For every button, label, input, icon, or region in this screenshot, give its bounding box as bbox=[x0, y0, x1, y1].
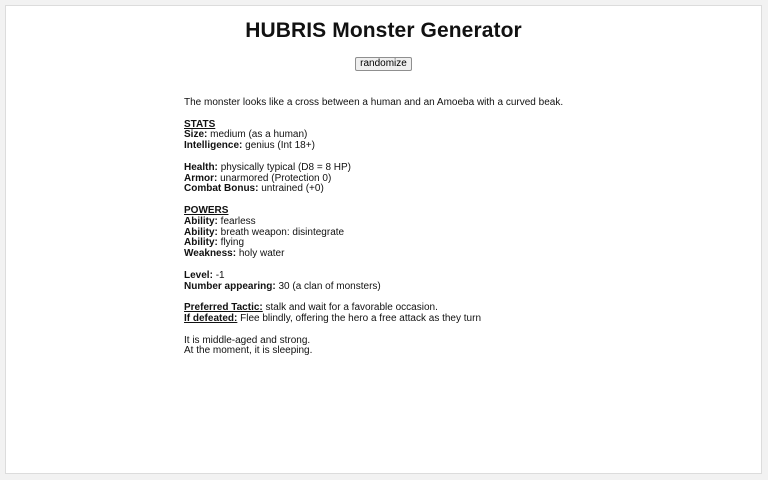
stats-heading: STATS bbox=[184, 118, 216, 130]
power-label: Ability: bbox=[184, 237, 218, 249]
page-frame bbox=[5, 5, 762, 474]
stat-label: Combat Bonus: bbox=[184, 183, 259, 195]
number-appearing-label: Number appearing: bbox=[184, 280, 276, 292]
level-label: Level: bbox=[184, 269, 213, 281]
power-value: flying bbox=[220, 237, 245, 249]
stat-label: Health: bbox=[184, 161, 218, 173]
powers-heading: POWERS bbox=[184, 204, 229, 216]
power-value: breath weapon: disintegrate bbox=[220, 226, 345, 238]
stat-label: Intelligence: bbox=[184, 140, 243, 152]
randomize-button-container bbox=[6, 53, 761, 71]
preferred-tactic-value: stalk and wait for a favorable occasion. bbox=[265, 302, 438, 314]
stat-intelligence bbox=[184, 141, 684, 152]
power-value: holy water bbox=[238, 248, 285, 260]
stat-combat-bonus bbox=[184, 184, 684, 195]
current-state-text: At the moment, it is sleeping. bbox=[184, 345, 313, 357]
number-appearing-line bbox=[184, 282, 684, 293]
power-item bbox=[184, 249, 684, 260]
power-label: Weakness: bbox=[184, 248, 237, 260]
monster-description bbox=[184, 98, 684, 357]
stat-value: untrained (+0) bbox=[261, 183, 324, 195]
if-defeated-value: Flee blindly, offering the hero a free attack as they turn bbox=[240, 312, 482, 324]
stat-value: physically typical (D8 = 8 HP) bbox=[220, 161, 352, 173]
stat-label: Size: bbox=[184, 129, 208, 141]
if-defeated-line bbox=[184, 314, 684, 325]
power-label: Ability: bbox=[184, 226, 218, 238]
stat-label: Armor: bbox=[184, 172, 218, 184]
appearance-text: The monster looks like a cross between a human and an Amoeba with a curved beak. bbox=[184, 97, 564, 108]
number-appearing-value: 30 (a clan of monsters) bbox=[278, 280, 381, 292]
power-value: fearless bbox=[220, 215, 256, 227]
stat-value: unarmored (Protection 0) bbox=[220, 172, 332, 184]
stat-value: genius (Int 18+) bbox=[245, 140, 315, 152]
stat-value: medium (as a human) bbox=[210, 129, 308, 141]
randomize-button[interactable]: randomize bbox=[355, 57, 412, 71]
level-value: -1 bbox=[215, 269, 225, 281]
power-label: Ability: bbox=[184, 215, 218, 227]
preferred-tactic-label: Preferred Tactic: bbox=[184, 302, 263, 314]
if-defeated-label: If defeated: bbox=[184, 312, 238, 324]
power-item bbox=[184, 228, 684, 239]
age-text: It is middle-aged and strong. bbox=[184, 334, 311, 346]
page-title: HUBRIS Monster Generator bbox=[245, 19, 522, 42]
